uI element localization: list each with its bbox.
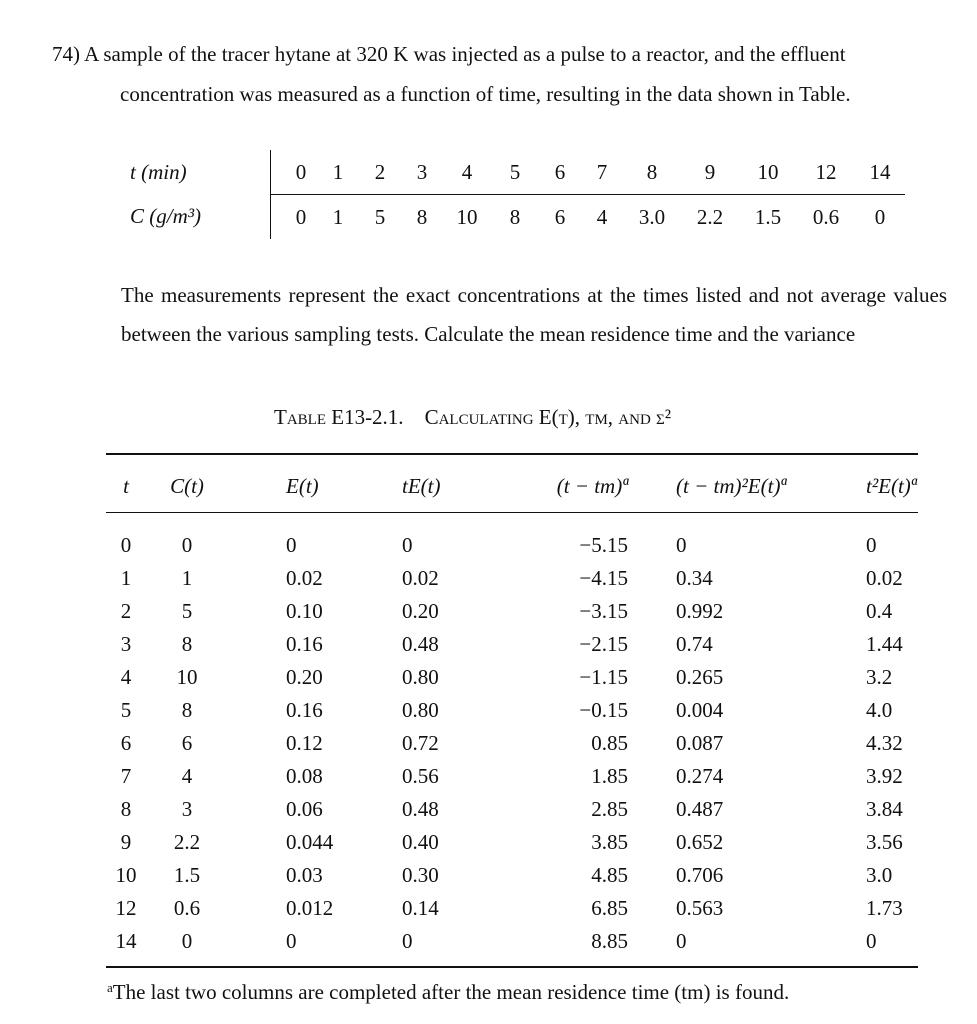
table-cell: 6 — [120, 731, 132, 755]
table-cell: 0.044 — [286, 830, 334, 854]
table-cell: 0 — [181, 533, 193, 557]
table-cell: 0.16 — [286, 632, 323, 656]
column-header: E(t) — [286, 473, 319, 498]
table-cell: 0.087 — [676, 731, 724, 755]
table-cell: 4 — [120, 665, 132, 689]
table-cell: 1 — [120, 566, 132, 590]
table-cell: 0.20 — [286, 665, 323, 689]
table-cell: 0.02 — [286, 566, 323, 590]
table-cell: 0.02 — [402, 566, 439, 590]
table-cell: 3.56 — [866, 830, 903, 854]
caption-text: Calculating E(t), tm, and σ² — [424, 405, 672, 429]
table-cell: 0 — [402, 533, 413, 557]
t-value: 5 — [491, 150, 539, 195]
measurement-table — [130, 150, 905, 239]
table-cell: 9 — [120, 830, 132, 854]
c-value: 0.6 — [812, 204, 840, 229]
table-cell: −0.15 — [579, 698, 628, 722]
table-row — [106, 727, 918, 760]
table-row — [106, 628, 918, 661]
table-cell: −3.15 — [579, 599, 628, 623]
table-row — [106, 661, 918, 694]
table-row — [106, 595, 918, 628]
t-value: 10 — [739, 150, 797, 195]
table-cell: 7 — [120, 764, 132, 788]
table-cell: 0 — [676, 533, 687, 557]
table-row — [106, 925, 918, 958]
c-value: 6 — [554, 204, 566, 229]
table-cell: 1.73 — [866, 896, 903, 920]
column-header: C(t) — [170, 473, 204, 498]
t-value: 3 — [401, 150, 443, 195]
table-cell: 4 — [181, 764, 193, 788]
table-cell: 3.2 — [866, 665, 893, 689]
table-cell: 2.85 — [591, 797, 628, 821]
c-value: 8 — [509, 204, 521, 229]
table-cell: 0.08 — [286, 764, 323, 788]
t-value: 14 — [855, 150, 905, 195]
t-value: 12 — [797, 150, 855, 195]
table-cell: 14 — [115, 929, 137, 953]
table-cell: 0 — [866, 929, 877, 953]
table-cell: −2.15 — [579, 632, 628, 656]
table-cell: 0.03 — [286, 863, 323, 887]
table-cell: 0 — [402, 929, 413, 953]
table-cell: 0.85 — [591, 731, 628, 755]
table-cell: 0.06 — [286, 797, 323, 821]
table-cell: 6 — [181, 731, 193, 755]
column-header: t²E(t)ª — [866, 473, 917, 498]
c-value: 0 — [295, 204, 307, 229]
table-row — [106, 760, 918, 793]
table-cell: 0.652 — [676, 830, 724, 854]
table-row — [106, 529, 918, 562]
table-cell: 5 — [120, 698, 132, 722]
table-cell: 0.4 — [866, 599, 893, 623]
c-value: 5 — [374, 204, 386, 229]
table-cell: 0.012 — [286, 896, 334, 920]
table-cell: 0.6 — [173, 896, 201, 920]
problem-line-1: 74) A sample of the tracer hytane at 320 K was injected as a pulse to a reactor, and the effluent — [52, 42, 846, 66]
table-cell: −4.15 — [579, 566, 628, 590]
table-cell: 0.56 — [402, 764, 439, 788]
column-header: tE(t) — [402, 473, 441, 498]
t-value: 8 — [623, 150, 681, 195]
table-cell: 0.20 — [402, 599, 439, 623]
table-cell: 3.85 — [591, 830, 628, 854]
table-row — [106, 793, 918, 826]
t-value: 0 — [285, 150, 317, 195]
table-cell: 0.30 — [402, 863, 439, 887]
t-value: 6 — [539, 150, 581, 195]
table-cell: 0.12 — [286, 731, 323, 755]
table-cell: 0 — [286, 533, 297, 557]
table-cell: 0.48 — [402, 632, 439, 656]
c-label: C (g/m³) — [130, 204, 202, 229]
table-cell: 3.84 — [866, 797, 903, 821]
table-cell: 2 — [120, 599, 132, 623]
table-cell: 3.0 — [866, 863, 893, 887]
table-cell: 0.80 — [402, 665, 439, 689]
table-row — [106, 826, 918, 859]
table-cell: 0.004 — [676, 698, 724, 722]
table-cell: 0.72 — [402, 731, 439, 755]
table-cell: 6.85 — [591, 896, 628, 920]
table-cell: 1.5 — [173, 863, 201, 887]
table-cell: 5 — [181, 599, 193, 623]
c-value: 1.5 — [754, 204, 782, 229]
table-cell: 0.10 — [286, 599, 323, 623]
table-cell: 0.706 — [676, 863, 724, 887]
table-cell: 8 — [181, 632, 193, 656]
table-cell: 0.14 — [402, 896, 439, 920]
table-cell: 0.265 — [676, 665, 724, 689]
t-value: 1 — [317, 150, 359, 195]
table-cell: 0.274 — [676, 764, 724, 788]
c-value: 1 — [332, 204, 344, 229]
footnote-mark: a — [107, 980, 113, 995]
table-top-rule — [106, 453, 918, 455]
table-cell: 0.74 — [676, 632, 713, 656]
footnote-text: The last two columns are completed after the mean residence time (tm) is found. — [112, 980, 790, 1004]
table-cell: 0 — [866, 533, 877, 557]
table-caption — [274, 405, 671, 430]
column-header: (t − tm)ª — [556, 473, 628, 498]
table-cell: 0 — [676, 929, 687, 953]
table-cell: 3 — [181, 797, 193, 821]
t-value: 4 — [443, 150, 491, 195]
table-cell: 4.0 — [866, 698, 893, 722]
table-cell: 0.487 — [676, 797, 724, 821]
c-value: 0 — [874, 204, 886, 229]
c-value: 10 — [456, 204, 478, 229]
table-cell: 0.48 — [402, 797, 439, 821]
c-value: 8 — [416, 204, 428, 229]
table-cell: 2.2 — [173, 830, 201, 854]
problem-line-2: concentration was measured as a function of time, resulting in the data shown in Table. — [120, 82, 851, 106]
table-cell: 0 — [181, 929, 193, 953]
table-cell: 12 — [115, 896, 137, 920]
calc-table — [106, 461, 918, 958]
table-cell: 0.16 — [286, 698, 323, 722]
table-row — [106, 892, 918, 925]
table-cell: 3.92 — [866, 764, 903, 788]
table-cell: 1 — [181, 566, 193, 590]
table-cell: 1.85 — [591, 764, 628, 788]
table-cell: 0.80 — [402, 698, 439, 722]
table-cell: 1.44 — [866, 632, 903, 656]
column-header: t — [123, 473, 129, 498]
table-row — [106, 859, 918, 892]
table-cell: 0.992 — [676, 599, 724, 623]
t-value: 7 — [581, 150, 623, 195]
t-value: 9 — [681, 150, 739, 195]
table-cell: 10 — [115, 863, 137, 887]
table-cell: 4.32 — [866, 731, 903, 755]
table-cell: 0.02 — [866, 566, 903, 590]
t-label: t (min) — [130, 159, 187, 184]
table-cell: 8.85 — [591, 929, 628, 953]
table-cell: 8 — [181, 698, 193, 722]
c-value: 2.2 — [696, 204, 724, 229]
table-bottom-rule — [106, 966, 918, 968]
table-cell: 0 — [120, 533, 132, 557]
table-cell: 0.40 — [402, 830, 439, 854]
table-cell: 4.85 — [591, 863, 628, 887]
table-cell: 0 — [286, 929, 297, 953]
problem-statement — [52, 34, 952, 114]
table-cell: −5.15 — [579, 533, 628, 557]
table-cell: 0.563 — [676, 896, 724, 920]
column-header: (t − tm)²E(t)ª — [676, 473, 787, 498]
table-cell: −1.15 — [579, 665, 628, 689]
table-row — [106, 562, 918, 595]
t-value: 2 — [359, 150, 401, 195]
c-value: 4 — [596, 204, 608, 229]
problem-paragraph: The measurements represent the exact concentrations at the times listed and not average values between the various sampling tests. Calculate the mean residence time and the variance — [121, 283, 947, 346]
table-cell: 10 — [176, 665, 198, 689]
table-cell: 8 — [120, 797, 132, 821]
c-value: 3.0 — [638, 204, 666, 229]
table-row — [106, 694, 918, 727]
table-cell: 3 — [120, 632, 132, 656]
table-footnote — [107, 980, 789, 1005]
table-cell: 0.34 — [676, 566, 713, 590]
caption-prefix: Table E13-2.1. — [274, 405, 404, 429]
